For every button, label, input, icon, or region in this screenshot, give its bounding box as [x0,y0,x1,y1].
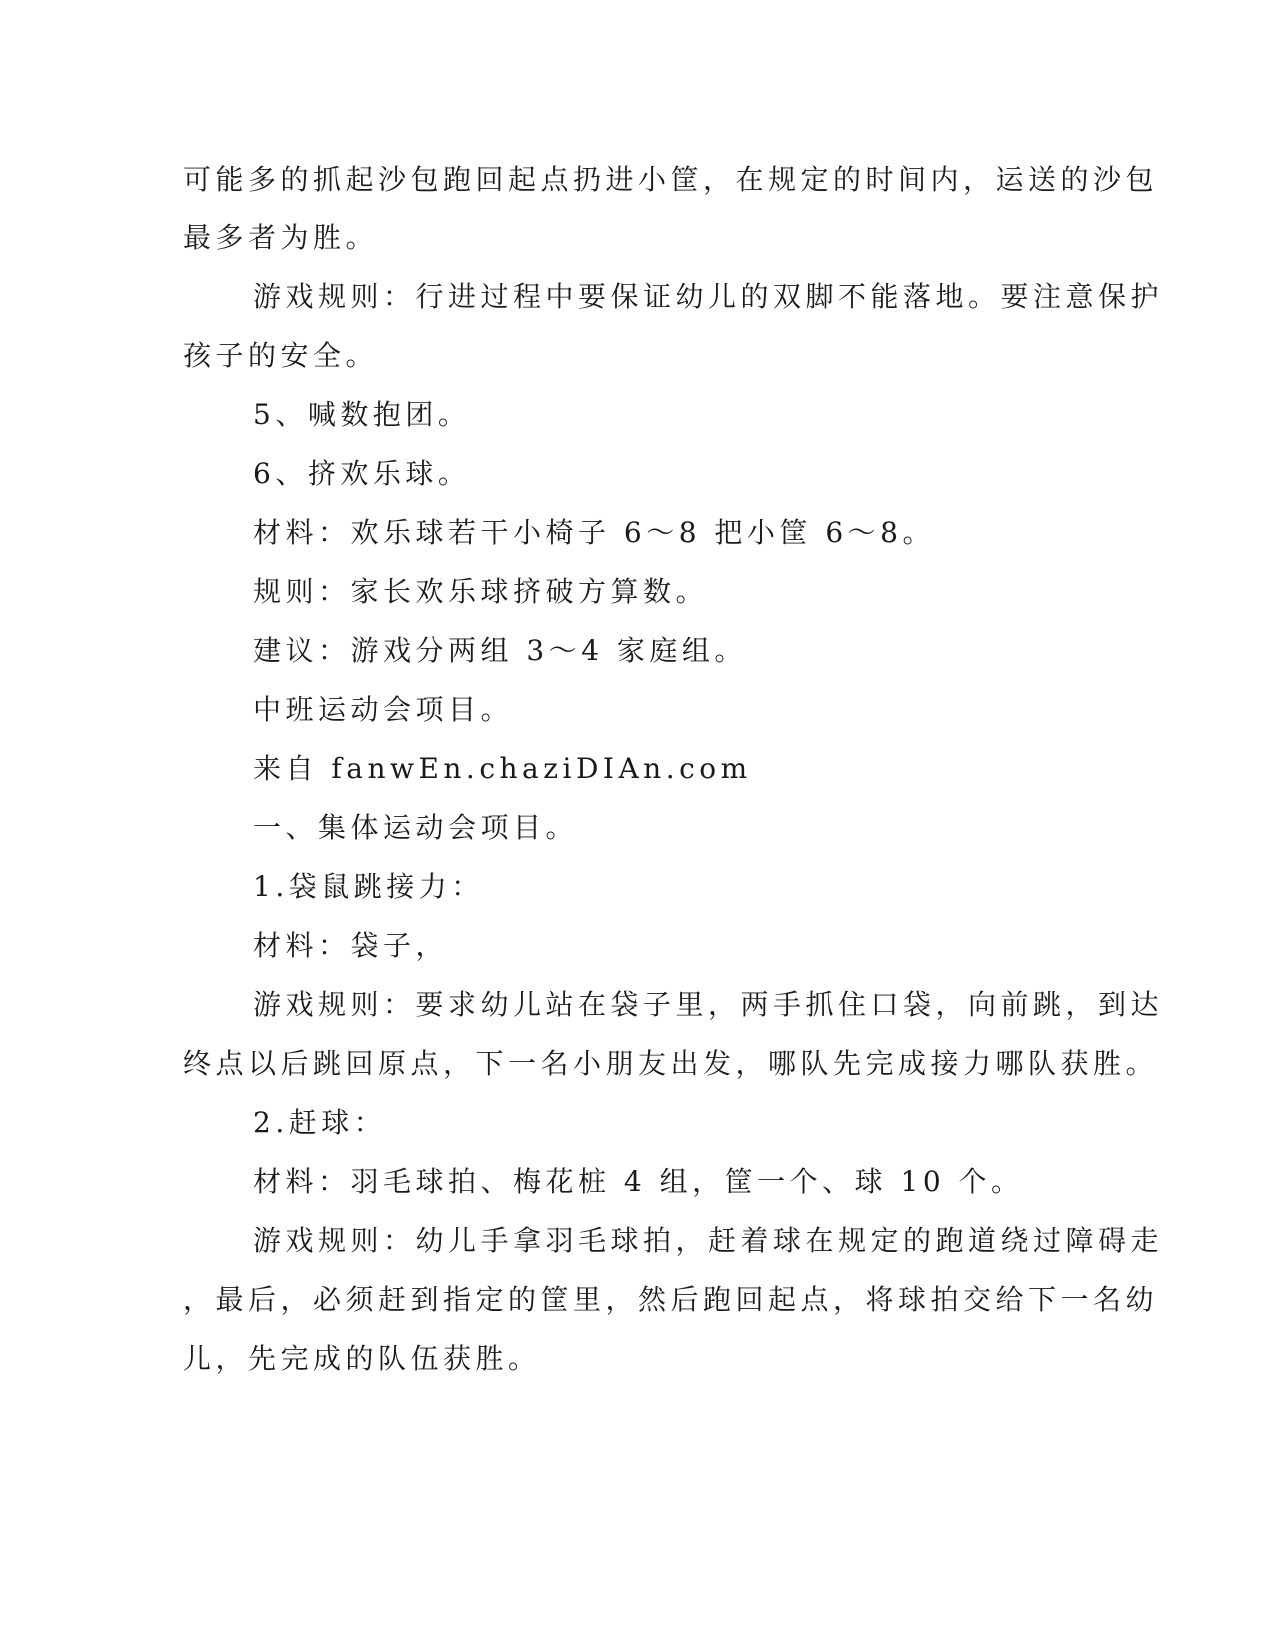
text-line: 规则：家长欢乐球挤破方算数。 [253,575,709,608]
text-line: 材料：欢乐球若干小椅子 6～8 把小筐 6～8。 [253,516,935,549]
text-line: 游戏规则：要求幼儿站在袋子里，两手抓住口袋，向前跳，到达 [253,988,1164,1021]
text-line: 终点以后跳回原点，下一名小朋友出发，哪队先完成接力哪队获胜。 [183,1047,1159,1080]
text-line: 材料：羽毛球拍、梅花桩 4 组，筐一个、球 10 个。 [253,1165,1024,1198]
text-line: 建议：游戏分两组 3～4 家庭组。 [253,634,747,667]
text-line: ，最后，必须赶到指定的筐里，然后跑回起点，将球拍交给下一名幼 [183,1283,1159,1316]
text-line: 孩子的安全。 [183,339,379,372]
text-line: 5、喊数抱团。 [253,398,471,431]
text-line: 材料：袋子， [253,929,449,962]
item-heading: 2.赶球： [253,1106,387,1139]
item-heading: 1.袋鼠跳接力： [253,870,484,903]
text-line: 6、挤欢乐球。 [253,457,471,490]
section-heading: 一、集体运动会项目。 [253,811,579,844]
text-line: 游戏规则：行进过程中要保证幼儿的双脚不能落地。要注意保护 [253,280,1164,313]
source-line: 来自 fanwEn.chaziDIAn.com [253,752,752,785]
text-line: 游戏规则：幼儿手拿羽毛球拍，赶着球在规定的跑道绕过障碍走 [253,1224,1164,1257]
text-line: 最多者为胜。 [183,221,379,254]
text-line: 中班运动会项目。 [253,693,514,726]
text-line: 儿，先完成的队伍获胜。 [183,1342,541,1375]
text-line: 可能多的抓起沙包跑回起点扔进小筐，在规定的时间内，运送的沙包 [183,163,1159,196]
